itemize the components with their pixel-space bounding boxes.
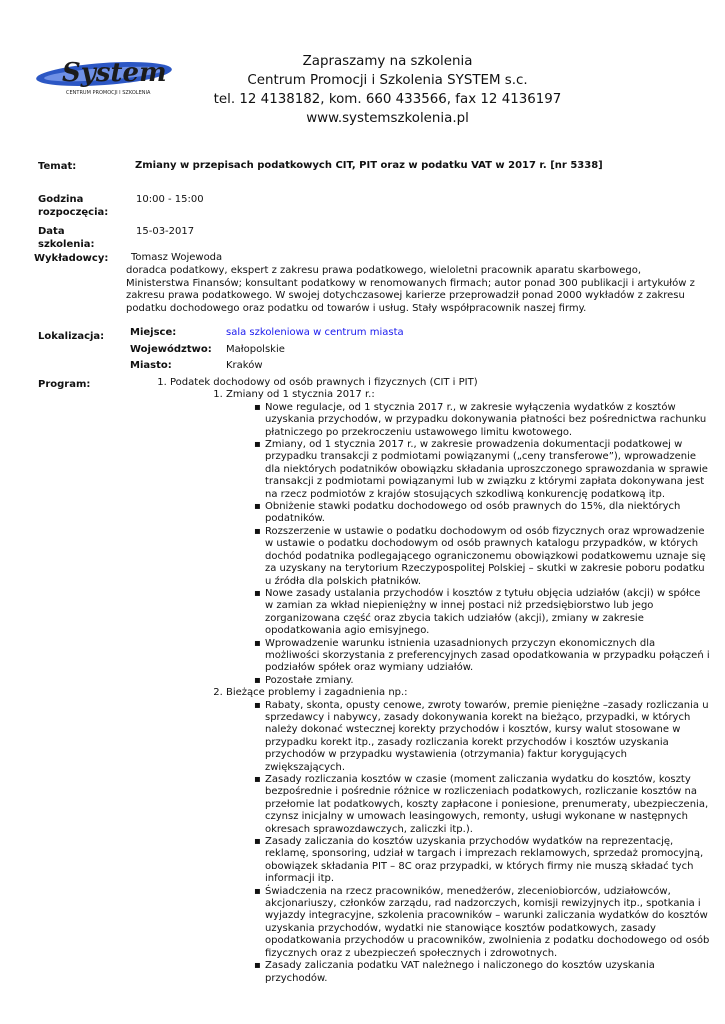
page-header <box>180 52 595 128</box>
place-key: Miejsce: <box>130 327 177 338</box>
program-subsection <box>226 687 710 985</box>
list-item: ▪ Nowe zasady ustalania przychodów i kosztów z tytułu objęcia udziałów (akcji) w spółce w zamian za wkład niepieniężny w innej postaci niż przedsiębiorstwo lub jego zorganizowana część oraz zbycia takich udziałów (akcji), zmiany w zakresie opodatkowania agio emisyjnego. <box>265 588 710 638</box>
program-subsection <box>226 389 710 687</box>
program-label: Program: <box>38 379 91 390</box>
date-label-line1: Data <box>38 226 65 237</box>
hours-value: 10:00 - 15:00 <box>136 194 204 205</box>
program-section-title: Podatek dochodowy od osób prawnych i fizycznych (CIT i PIT) <box>170 377 478 388</box>
list-item: ▪ Rabaty, skonta, opusty cenowe, zwroty towarów, premie pieniężne –zasady rozliczania u sprzedawcy i nabywcy, zasady dokonywania korekt na bieżąco, przypadki, w których należy dokonać wstecznej korekty przychodów i kosztów, kursy walut stosowane w przypadku korekt itp., zasady rozliczania korekt przychodów i kosztów uzyskania przychodów w przypadku wystawienia (otrzymania) faktur korygujących zwiększających. <box>265 700 710 774</box>
header-website: www.systemszkolenia.pl <box>306 111 469 126</box>
program-subsection-title: Zmiany od 1 stycznia 2017 r.: <box>226 389 375 401</box>
program-subsection-title: Bieżące problemy i zagadnienia np.: <box>226 687 408 699</box>
header-invitation: Zapraszamy na szkolenia <box>302 54 473 69</box>
list-item: ▪ Rozszerzenie w ustawie o podatku dochodowym od osób fizycznych oraz wprowadzenie w ustawie o podatku dochodowym od osób prawnych katalogu przypadków, w których dochód podatnika podlegającego ograniczonemu obowiązkowi podatkowemu uznaje się za uzyskany na terytorium Rzeczypospolitej Polskiej – skutki w zakresie poboru podatku u źródła dla polskich płatników. <box>265 526 710 588</box>
list-item: ▪ Pozostałe zmiany. <box>265 675 710 687</box>
list-item: ▪ Zasady zaliczania do kosztów uzyskania przychodów wydatków na reprezentację, reklamę, sponsoring, udział w targach i imprezach reklamowych, sprzedaż promocyjną, obowiązek składania PIT – 8C oraz przypadki, w których firmy nie muszą składać tych informacji itp. <box>265 836 710 886</box>
date-value: 15-03-2017 <box>136 226 195 237</box>
list-item: ▪ Zmiany, od 1 stycznia 2017 r., w zakresie prowadzenia dokumentacji podatkowej w przypadku transakcji z podmiotami powiązanymi („ceny transferowe”), wprowadzenie dla niektórych podatników obowiązku składania uproszczonego sprawozdania w sprawie transakcji z podmiotami powiązanymi lub w związku z którymi zapłata dokonywana jest na rzecz podmiotów z krajów stosujących szkodliwą konkurencję podatkową itp. <box>265 439 710 501</box>
header-company: Centrum Promocji i Szkolenia SYSTEM s.c. <box>247 73 528 88</box>
company-logo <box>34 52 184 98</box>
logo-subtitle: CENTRUM PROMOCJI I SZKOLENIA <box>66 90 151 96</box>
region-key: Województwo: <box>130 344 212 355</box>
hours-label-line1: Godzina <box>38 194 84 205</box>
list-item: ▪ Obniżenie stawki podatku dochodowego od osób prawnych do 15%, dla niektórych podatników. <box>265 501 710 526</box>
date-label-line2: szkolenia: <box>38 239 95 250</box>
list-item: ▪ Zasady zaliczania podatku VAT należnego i naliczonego do kosztów uzyskania przychodów. <box>265 960 710 985</box>
hours-label-line2: rozpoczęcia: <box>38 207 109 218</box>
region-value: Małopolskie <box>226 344 285 355</box>
date-label <box>38 225 95 251</box>
list-item: ▪ Zasady rozliczania kosztów w czasie (moment zaliczania wydatku do kosztów, koszty bezpośrednie i pośrednie różnice w rozliczeniach podatkowych, rozliczanie kosztów na przełomie lat podatkowych, koszty zapłacone i poniesione, prenumeraty, ubezpieczenia, czynsz inicjalny w umowach leasingowych, remonty, usługi wykonane w następnych okresach sprawozdawczych, zaliczki itp.). <box>265 774 710 836</box>
program-bullets <box>226 700 710 985</box>
hours-label <box>38 193 108 219</box>
program-section <box>170 377 710 985</box>
location-label: Lokalizacja: <box>38 331 105 342</box>
header-contacts: tel. 12 4138182, kom. 660 433566, fax 12 4136197 <box>213 92 562 107</box>
topic-label: Temat: <box>38 161 77 172</box>
logo-wordmark: System <box>62 58 167 88</box>
program-outline <box>150 377 710 985</box>
topic-value: Zmiany w przepisach podatkowych CIT, PIT oraz w podatku VAT w 2017 r. [nr 5338] <box>135 160 603 171</box>
list-item: ▪ Nowe regulacje, od 1 stycznia 2017 r., w zakresie wyłączenia wydatków z kosztów uzyskania przychodów, w przypadku dokonywania płatności bez pośrednictwa rachunku płatniczego po przekroczeniu ustawowego limitu kwotowego. <box>265 402 710 439</box>
lecturer-label: Wykładowcy: <box>34 253 109 264</box>
program-bullets <box>226 402 710 687</box>
lecturer-bio: doradca podatkowy, ekspert z zakresu prawa podatkowego, wieloletni pracownik aparatu skarbowego, Ministerstwa Finansów; konsultant podatkowy w renomowanych firmach; autor ponad 300 publikacji i artykułów z zakresu prawa podatkowego. W swojej dotychczasowej karierze przeprowadził ponad 2000 wykładów z zakresu podatku dochodowego oraz podatku od towarów i usług. Stały współpracownik naszej firmy. <box>126 265 695 314</box>
list-item: ▪ Świadczenia na rzecz pracowników, menedżerów, zleceniobiorców, udziałowców, akcjonariuszy, członków zarządu, rad nadzorczych, komisji rewizyjnych itp., spotkania i wyjazdy integracyjne, szkolenia pracowników – warunki zaliczania wydatków do kosztów uzyskania przychodów, wydatki nie stanowiące kosztów podatkowych, zasady opodatkowania przychodów u pracowników, zwolnienia z podatku dochodowego od osób fizycznych oraz z ubezpieczeń społecznych i zdrowotnych. <box>265 886 710 960</box>
city-value: Kraków <box>226 360 263 371</box>
list-item: ▪ Wprowadzenie warunku istnienia uzasadnionych przyczyn ekonomicznych dla możliwości skorzystania z preferencyjnych zasad opodatkowania w przypadku połączeń i podziałów spółek oraz wymiany udziałów. <box>265 638 710 675</box>
city-key: Miasto: <box>130 360 172 371</box>
lecturer-name: Tomasz Wojewoda <box>131 252 223 263</box>
place-link[interactable]: sala szkoleniowa w centrum miasta <box>226 327 404 338</box>
